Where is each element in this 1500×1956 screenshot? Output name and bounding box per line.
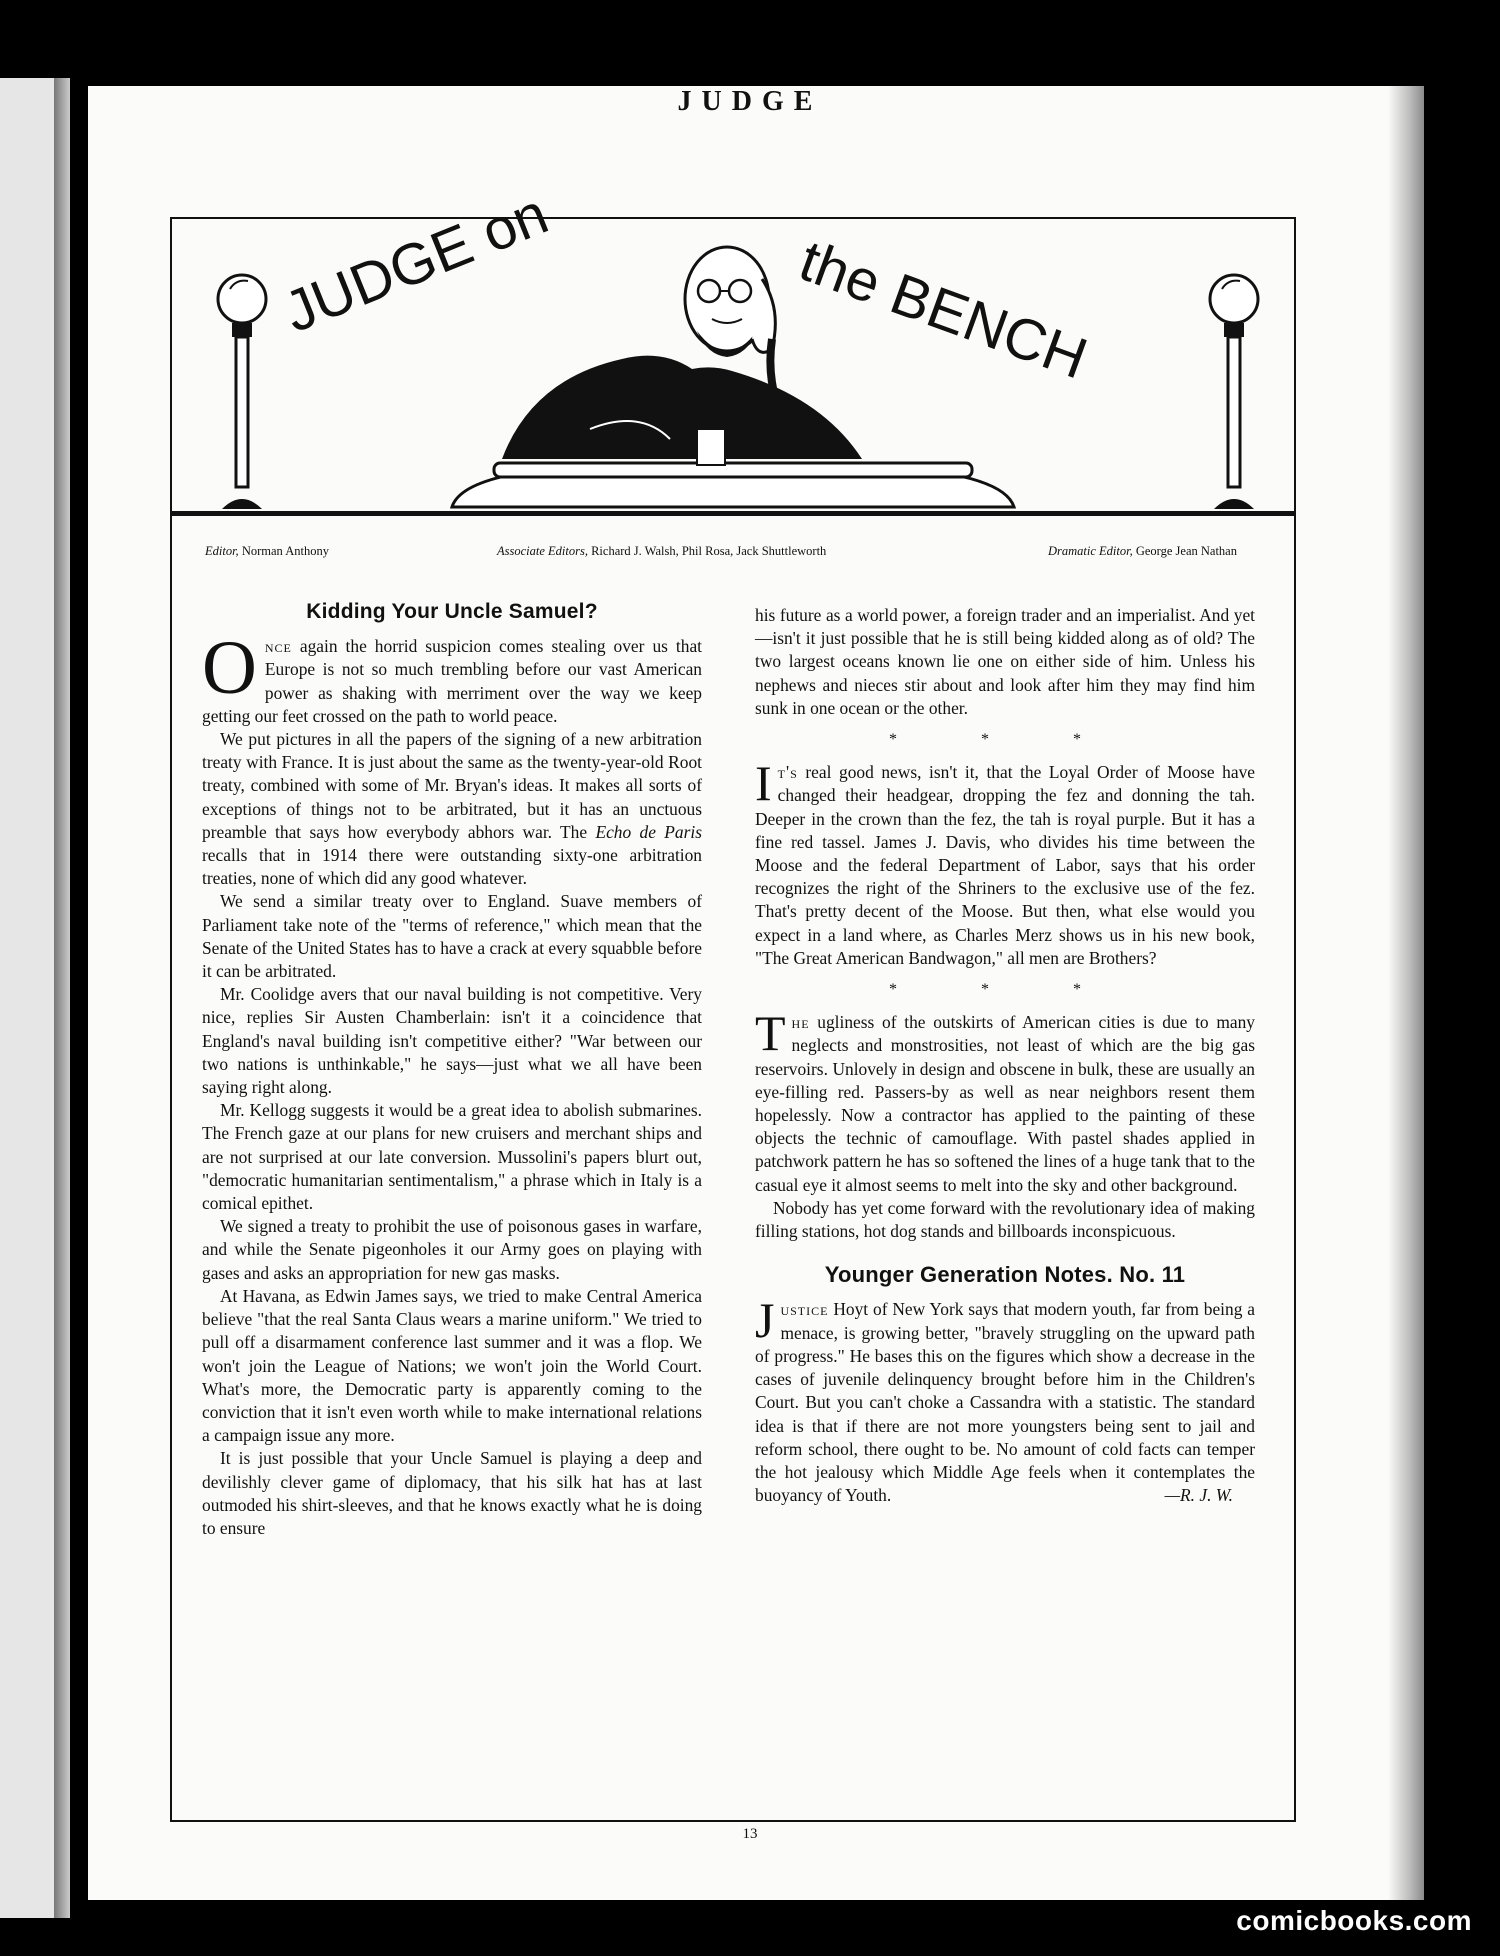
staff-associate-names: Richard J. Walsh, Phil Rosa, Jack Shuttleworth [591, 544, 827, 558]
right-column [755, 604, 1255, 1507]
staff-associate-editors [497, 544, 826, 559]
article-paragraph: At Havana, as Edwin James says, we tried to make Central America believe "that the real Santa Claus wears a marine uniform." We tried to pull off a disarmament conference last summer and it was a flop. We won't join the League of Nations; we won't join the World Court. What's more, the Democratic party is apparently coming to the conviction that it isn't even worth while to make international relations a campaign issue any more. [202, 1285, 702, 1446]
left-lamp-icon [218, 275, 266, 509]
masthead-title-right: the BENCH [791, 227, 1096, 392]
paragraph-text: recalls that in 1914 there were outstanding sixty-one arbitration treaties, none of which did any good whatever. [202, 845, 702, 889]
lead-caps: nce [264, 636, 292, 657]
paragraph-text: real good news, isn't it, that the Loyal Order of Moose have changed their headgear, dropping the fez and donning the tah. Deeper in the crown than the fez, the tah is royal purple. But it has a fine red tassel. James J. Davis, who divides his time between the Moose and the federal Department of Labor, says that his order recognizes the right of the Shriners to the exclusive use of the fez. That's pretty decent of the Moose. But then, what else would you expect in a land where, as Charles Merz shows us in his new book, "The Great American Bandwagon," all men are Brothers? [755, 762, 1255, 968]
drop-cap: I [755, 755, 772, 812]
staff-editor [205, 544, 329, 559]
article-paragraph: Nobody has yet come forward with the revolutionary idea of making filling stations, hot dog stands and billboards inconspicuous. [755, 1197, 1255, 1242]
moose-item [755, 755, 1255, 970]
younger-generation-headline: Younger Generation Notes. No. 11 [824, 1262, 1186, 1288]
paragraph-text: Hoyt of New York says that modern youth, far from being a menace, is growing better, "bravely struggling on the upward path of progress." He bases this on the figures which show a decrease in the cases of juvenile delinquency brought before him in the Children's Court. But you can't choke a Cassandra with a statistic. The standard idea is that if there are not more youngsters being sent to jail and reform school, there ought to be. No amount of cold facts can temper the hot jealousy which Middle Age feels when it contemplates the buoyancy of Youth. [755, 1299, 1255, 1506]
right-lamp-icon [1210, 275, 1258, 509]
site-watermark: comicbooks.com [1236, 1905, 1472, 1936]
staff-dramatic-editor [1048, 544, 1237, 559]
lead-caps: ustice [780, 1299, 829, 1320]
staff-dramatic-name: George Jean Nathan [1135, 544, 1237, 558]
section-separator: * * * [889, 731, 1121, 749]
book-spine [54, 78, 70, 1918]
previous-page-edge [0, 78, 70, 1918]
masthead [172, 180, 1294, 539]
drop-cap: O [202, 626, 257, 711]
masthead-title-left: JUDGE on [275, 180, 557, 346]
drop-cap: T [755, 1005, 786, 1062]
paragraph-text: We put pictures in all the papers of the signing of a new arbitration treaty with France. It is just about the same as the twenty-year-old Root treaty, combined with some of Mr. Bryan's ideas. It makes all sorts of exceptions of things not to be arbitrated, but it has an unctuous preamble that says how everybody abhors war. The [202, 729, 702, 842]
staff-dramatic-role: Dramatic Editor, [1048, 544, 1133, 558]
article-paragraph: We send a similar treaty over to England. Suave members of Parliament take note of the "terms of reference," which mean that the Senate of the United States has to have a crack at every squabble before it can be arbitrated. [202, 891, 702, 982]
gas-tank-item [755, 1005, 1255, 1197]
author-signature: —R. J. W. [1164, 1485, 1233, 1506]
running-head: JUDGE [677, 86, 823, 117]
article-paragraph: It is just possible that your Uncle Samuel is playing a deep and devilishly clever game of diplomacy, that his silk hat has at last outmoded his shirt-sleeves, and that he knows exactly what he is doing to ensure [202, 1448, 702, 1538]
staff-editor-name: Norman Anthony [241, 544, 329, 558]
article-paragraph [202, 626, 702, 728]
staff-editor-role: Editor, [205, 544, 239, 558]
article-paragraph: Mr. Kellogg suggests it would be a great idea to abolish submarines. The French gaze at our plans for new cruisers and merchant ships and are not surprised at our late conversion. Mussolini's papers blurt out, "democratic humanitarian sentimentalism," a phrase which in Italy is a comical epithet. [202, 1100, 702, 1214]
page-number: 13 [742, 1826, 758, 1842]
page-stack-edge [1388, 86, 1424, 1900]
article-paragraph [202, 728, 702, 890]
left-column [202, 600, 702, 1540]
lead-caps: t's [777, 762, 798, 783]
paragraph-text: ugliness of the outskirts of American cities is due to many neglects and monstrosities, not least of which are the big gas reservoirs. Unlovely in design and obscene in bulk, these are usually an eye-filling red. Passers-by as well as near neighbors resent them hopelessly. Now a contractor has applied to the painting of these objects the technic of camouflage. With pastel shades applied in patchwork pattern he has so softened the lines of a huge tank that to the casual eye it almost seems to melt into the sky and other background. [755, 1012, 1255, 1195]
section-separator: * * * [889, 981, 1121, 999]
younger-generation-paragraph [755, 1292, 1255, 1507]
staff-associate-role: Associate Editors, [497, 544, 588, 558]
article-headline: Kidding Your Uncle Samuel? [306, 600, 598, 623]
paragraph-text: again the horrid suspicion comes stealing over us that Europe is not so much trembling before our vast American power as shaking with merriment over the way we keep getting our feet crossed on the path to world peace. [202, 636, 702, 726]
drop-cap: J [755, 1292, 775, 1349]
lead-caps: he [791, 1012, 810, 1033]
article-paragraph: Mr. Coolidge avers that our naval building is not competitive. Very nice, replies Sir Austen Chamberlain: isn't it a coincidence that England's naval building isn't competitive either? "War between our two nations is unthinkable," he says—just what we all have been saying right along. [202, 984, 702, 1098]
article-continuation: his future as a world power, a foreign trader and an imperialist. And yet—isn't it just possible that he is still being kidded along as of old? The two largest oceans known lie one on either side of him. Unless his nephews and nieces stir about and look after him they may find him sunk in one ocean or the other. [755, 605, 1255, 718]
newspaper-title: Echo de Paris [595, 821, 702, 842]
article-paragraph: We signed a treaty to prohibit the use of poisonous gases in warfare, and while the Senate pigeonholes it our Army goes on playing with gases and asks an appropriation for new gas masks. [202, 1216, 702, 1283]
